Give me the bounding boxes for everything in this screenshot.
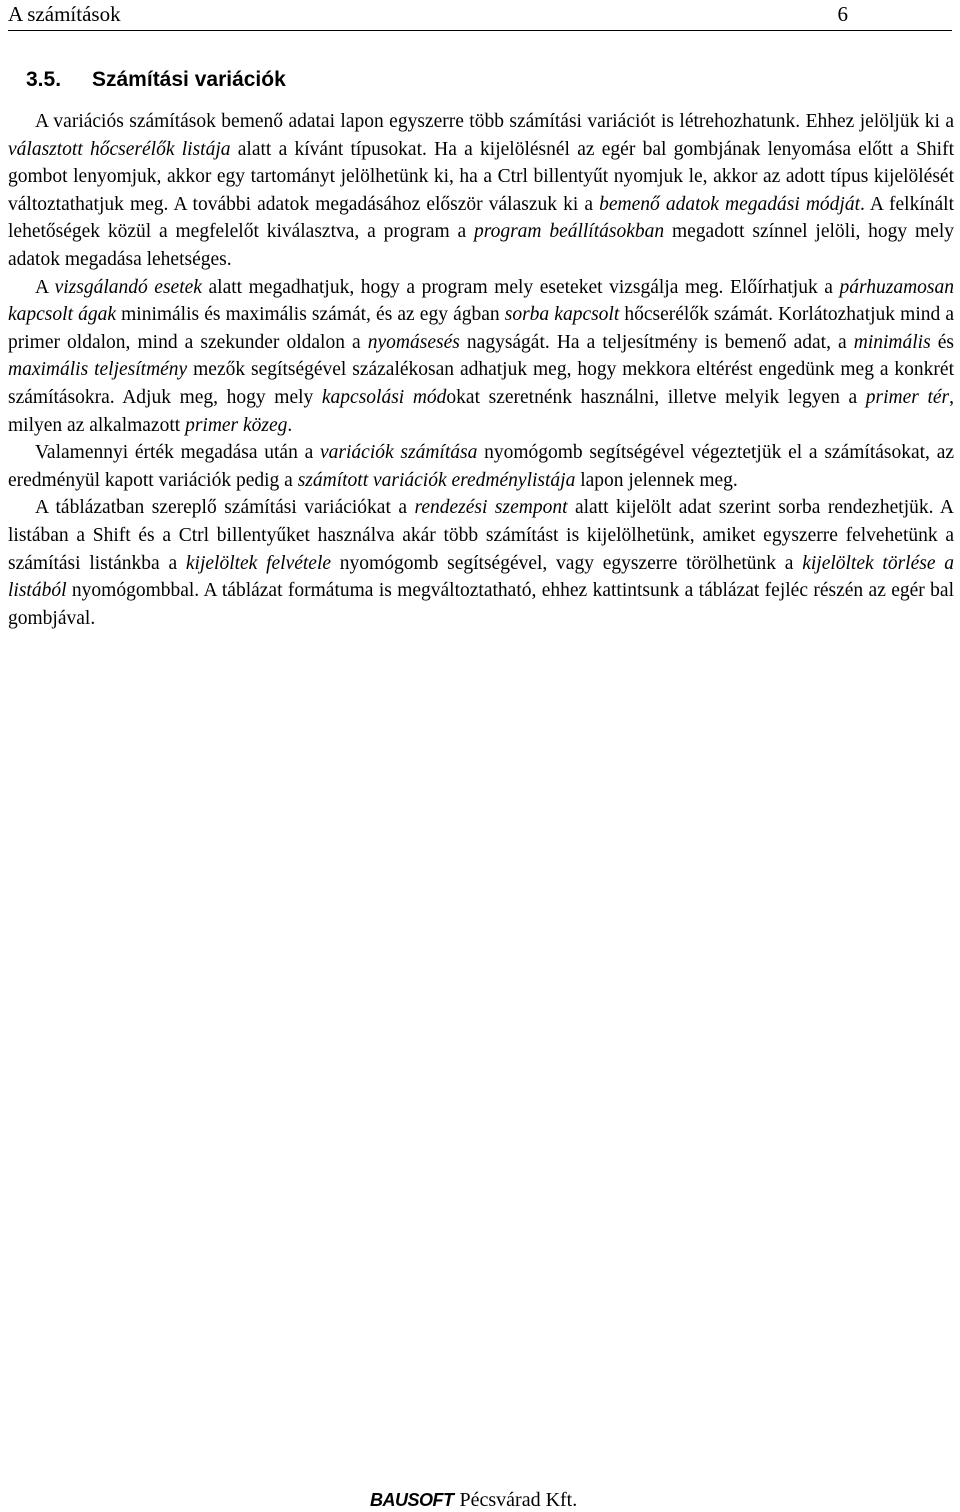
- section-title: Számítási variációk: [92, 68, 286, 91]
- paragraph: A vizsgálandó esetek alatt megadhatjuk, hogy a program mely eseteket vizsgálja meg. Előírhatjuk a párhuzamosan kapcsolt ágak minimális és maximális számát, és az egy ágban sorba kapcsolt hőcserélők számát. Korlátozhatjuk mind a primer oldalon, mind a szekunder oldalon a nyomásesés nagyságát. Ha a teljesítmény is bemenő adat, a minimális és maximális teljesítmény mezők segítségével százalékosan adhatjuk meg, hogy mekkora eltérést engedünk meg a konkrét számításokra. Adjuk meg, hogy mely kapcsolási módokat szeretnénk használni, illetve melyik legyen a primer tér, milyen az alkalmazott primer közeg.: [8, 276, 955, 436]
- italic-term: sorba kapcsolt: [504, 304, 620, 326]
- italic-term: rendezési szempont: [414, 497, 568, 519]
- italic-term: minimális: [853, 331, 931, 353]
- italic-term: primer közeg: [185, 414, 288, 436]
- page-footer: [370, 1488, 577, 1512]
- italic-term: nyomásesés: [367, 331, 460, 353]
- italic-term: program beállításokban: [473, 221, 665, 243]
- paragraph: A táblázatban szereplő számítási variációkat a rendezési szempont alatt kijelölt adat szerint sorba rendezhetjük. A listában a Shift és a Ctrl billentyűket használva akár több számítást is kijelölhetünk, amiket egyszerre felvehetünk a számítási listánkba a kijelöltek felvétele nyomógomb segítségével, vagy egyszerre törölhetünk a kijelöltek törlése a listából nyomógombbal. A táblázat formátuma is megváltoztatható, ehhez kattintsunk a táblázat fejléc részén az egér bal gombjával.: [8, 497, 954, 629]
- paragraph: A variációs számítások bemenő adatai lapon egyszerre több számítási variációt is létrehozhatunk. Ehhez jelöljük ki a választott hőcserélők listája alatt a kívánt típusokat. Ha a kijelölésnél az egér bal gombjának lenyomása előtt a Shift gombot lenyomjuk, akkor egy tartományt jelölhetünk ki, ha a Ctrl billentyűt nyomjuk le, akkor az adott típus kijelölését változtathatjuk meg. A további adatok megadásához először válaszuk ki a bemenő adatok megadási módját. A felkínált lehetőségek közül a megfelelőt kiválasztva, a program a program beállításokban megadott színnel jelöli, hogy mely adatok megadása lehetséges.: [8, 111, 954, 270]
- italic-term: variációk számítása: [320, 442, 478, 464]
- italic-term: kijelöltek felvétele: [185, 552, 332, 574]
- italic-term: bemenő adatok megadási módját: [599, 193, 861, 215]
- italic-term: vizsgálandó esetek: [54, 276, 202, 298]
- section-heading: [26, 66, 286, 94]
- italic-term: választott hőcserélők listája: [8, 138, 231, 160]
- italic-term: kijelöltek törlése a listából: [8, 552, 954, 602]
- italic-term: párhuzamosan kapcsolt ágak: [8, 276, 954, 326]
- italic-term: maximális teljesítmény: [8, 359, 188, 381]
- running-header: [8, 0, 952, 31]
- bausoft-logo: BAUSOFT: [370, 1490, 454, 1510]
- italic-term: kapcsolási mód: [321, 386, 447, 408]
- paragraph: Valamennyi érték megadása után a variációk számítása nyomógomb segítségével végeztetjük el a számításokat, az eredményül kapott variációk pedig a számított variációk eredménylistája lapon jelennek meg.: [8, 442, 955, 491]
- italic-term: primer tér: [865, 386, 950, 408]
- section-number: 3.5.: [26, 68, 62, 91]
- page-number: 6: [837, 2, 848, 26]
- italic-term: számított variációk eredménylistája: [297, 469, 576, 491]
- body-text: [8, 108, 954, 632]
- footer-company: Pécsvárad Kft.: [459, 1489, 578, 1511]
- header-title: A számítások: [8, 2, 121, 26]
